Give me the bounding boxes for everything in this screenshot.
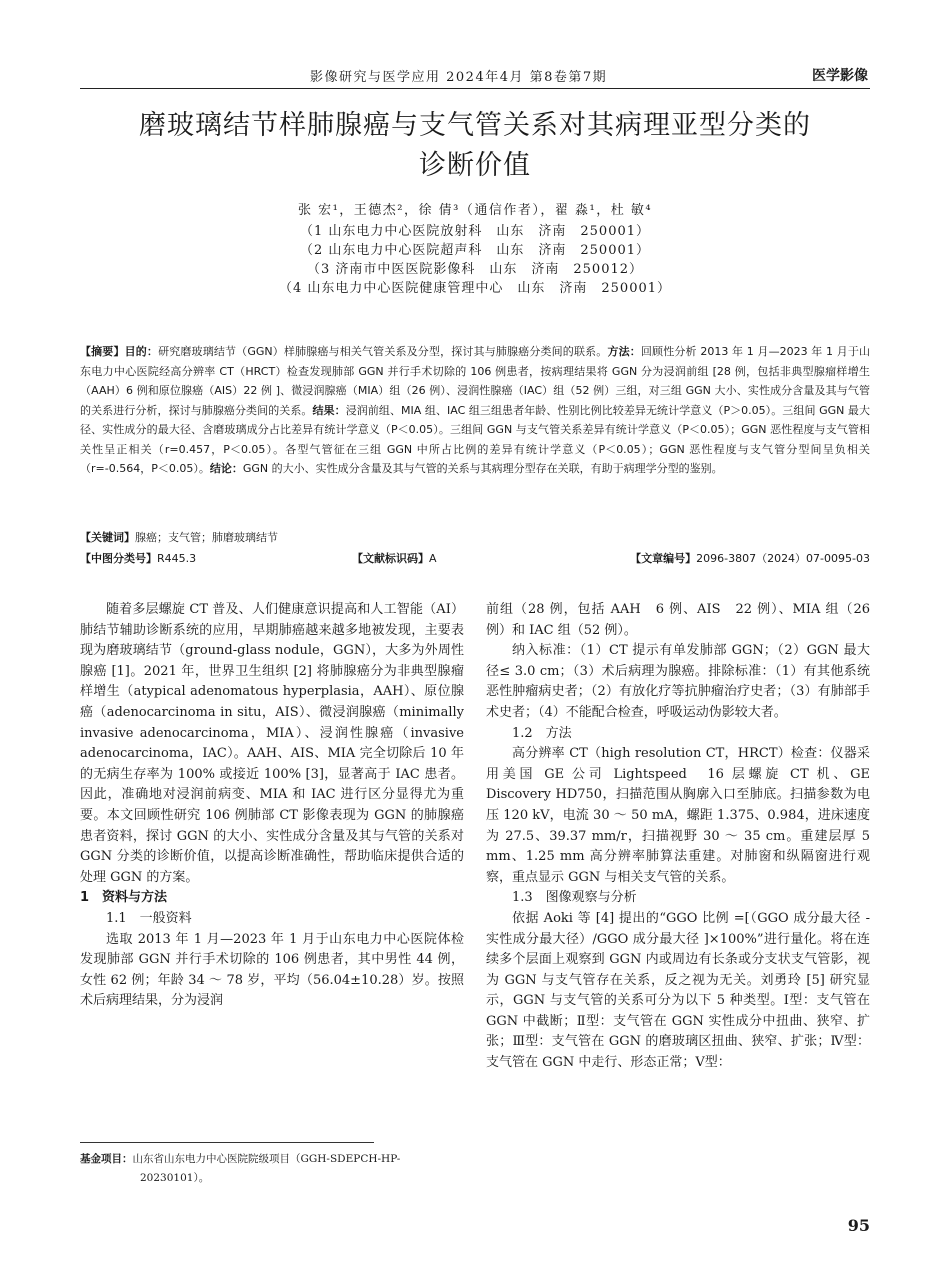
results-label: 结果：: [312, 403, 346, 417]
running-header: [80, 66, 870, 86]
subsection-heading-1-3: 1.3 图像观察与分析: [512, 890, 637, 906]
page-number: 95: [847, 1216, 870, 1235]
keywords: [80, 529, 870, 545]
clc-code: [80, 550, 196, 566]
keywords-text: 腺癌；支气管；肺磨玻璃结节: [135, 531, 278, 544]
analysis-paragraph: 依据 Aoki 等 [4] 提出的“GGO 比例 =[（GGO 成分最大径 - 实性成分最大径）/GGO 成分最大径 ]×100%”进行量化。将在连续多个层面上观察到 GGN 内或周边有长条或分支状支气管影，视为 GGN 与支气管存在关系，反之视为无关。刘勇玲 [5] 研究显示，GGN 与支气管的关系可分为以下 5 种类型。Ⅰ型：支气管在 GGN 中截断；Ⅱ型：支气管在 GGN 实性成分中扭曲、狭窄、扩张；Ⅲ型：支气管在 GGN 的磨玻璃区扭曲、狭窄、扩张；Ⅳ型：支气管在 GGN 中走行、形态正常；Ⅴ型：: [486, 910, 870, 1071]
affiliation-2: （2 山东电力中心医院超声科 山东 济南 250001）: [299, 243, 651, 258]
section-label: 医学影像: [812, 68, 868, 84]
body-column-right: [486, 600, 870, 1074]
methods-paragraph: 高分辨率 CT（high resolution CT，HRCT）检查：仪器采用美国 GE 公司 Lightspeed 16 层螺旋 CT 机、GE Discovery HD750，扫描范围从胸廓入口至肺底。扫描参数为电压 120 kV，电流 30 ～ 50 mA，螺距 1.375、0.984，进床速度为 27.5、39.37 mm/r，扫描视野 30 ～ 35 cm。重建层厚 5 mm、1.25 mm 高分辨率肺算法重建。对肺窗和纵隔窗进行观察，重点显示 GGN 与相关支气管的关系。: [486, 746, 870, 885]
article-value: 2096-3807（2024）07-0095-03: [696, 552, 870, 565]
objective-label: 目的：: [124, 345, 159, 358]
doc-label: 【文献标识码】: [352, 552, 429, 565]
funding-line-2: 20230101）。: [140, 1172, 210, 1184]
journal-info: 影像研究与医学应用 2024年4月 第8卷第7期: [310, 70, 608, 85]
conclusion-text: GGN 的大小、实性成分含量及其与气管的关系与其病理分型存在关联，有助于病理学分型的鉴别。: [242, 462, 723, 475]
methods-label: 方法：: [607, 345, 641, 358]
section-heading-1: 1 资料与方法: [80, 890, 168, 906]
conclusion-label: 结论：: [209, 462, 243, 475]
funding-line-1: 山东省山东电力中心医院院级项目（GGH-SDEPCH-HP-: [132, 1153, 401, 1165]
doc-code: [352, 550, 437, 566]
methods-text: 回顾性分析 2013 年 1 月—2023 年 1 月于山东电力中心医院经高分辨率 CT（HRCT）检查发现肺部 GGN 并行手术切除的 106 例患者，按病理结果将 GGN 分为浸润前组 [28 例，包括非典型腺瘤样增生（AAH）6 例和原位腺癌（AIS）22 例 ]、微浸润腺癌（MIA）组（26 例）、浸润性腺癌（IAC）组（52 例）三组，对三组 GGN 大小、实性成分含量及其与气管的关系进行分析，探讨与肺腺癌分类间的关系。: [80, 345, 871, 417]
general-data-paragraph: 选取 2013 年 1 月—2023 年 1 月于山东电力中心医院体检发现肺部 GGN 并行手术切除的 106 例患者，其中男性 44 例，女性 62 例；年龄 34 ～ 78 岁，平均（56.04±10.28）岁。按照术后病理结果，分为浸润: [80, 931, 464, 1009]
funding-label: 基金项目：: [80, 1153, 133, 1165]
subsection-heading-1-2: 1.2 方法: [512, 725, 572, 741]
objective-text: 研究磨玻璃结节（GGN）样肺腺癌与相关气管关系及分型，探讨其与肺腺癌分类间的联系。: [158, 345, 608, 358]
groups-paragraph: 前组（28 例，包括 AAH 6 例、AIS 22 例）、MIA 组（26 例）和 IAC 组（52 例）。: [486, 602, 870, 638]
affiliations: [80, 222, 870, 298]
article-label: 【文章编号】: [630, 552, 697, 565]
body-column-left: [80, 600, 464, 1012]
intro-paragraph: 随着多层螺旋 CT 普及、人们健康意识提高和人工智能（AI）肺结节辅助诊断系统的应用，早期肺癌越来越多地被发现，主要表现为磨玻璃结节（ground-glass nodule，GGN），大多为外周性腺癌 [1]。2021 年，世界卫生组织 [2] 将肺腺癌分为非典型腺瘤样增生（atypical adenomatous hyperplasia，AAH）、原位腺癌（adenocarcinoma in situ，AIS）、微浸润腺癌（minimally invasive adenocarcinoma，MIA）、浸润性腺癌（invasive adenocarcinoma，IAC）。AAH、AIS、MIA 完全切除后 10 年的无病生存率为 100% 或接近 100% [3]，显著高于 IAC 患者。因此，准确地对浸润前病变、MIA 和 IAC 进行区分显得尤为重要。本文回顾性研究 106 例肺部 CT 影像表现为 GGN 的肺腺癌患者资料，探讨 GGN 的大小、实性成分含量及其与气管的关系对 GGN 分类的诊断价值，以提高诊断准确性，帮助临床提供合适的处理 GGN 的方案。: [80, 602, 464, 885]
subsection-heading-1-1: 1.1 一般资料: [106, 910, 192, 926]
abstract-label: 【摘要】: [80, 345, 125, 358]
article-title: [80, 106, 870, 186]
affiliation-3: （3 济南市中医医院影像科 山东 济南 250012）: [306, 262, 644, 277]
keywords-label: 【关键词】: [80, 531, 135, 544]
affiliation-4: （4 山东电力中心医院健康管理中心 山东 济南 250001）: [278, 281, 672, 296]
affiliation-1: （1 山东电力中心医院放射科 山东 济南 250001）: [299, 224, 651, 239]
criteria-paragraph: 纳入标准：（1）CT 提示有单发肺部 GGN；（2）GGN 最大径≤ 3.0 cm；（3）术后病理为腺癌。排除标准：（1）有其他系统恶性肿瘤病史者；（2）有放化疗等抗肿瘤治疗史者；（3）有肺部手术史者；（4）不能配合检查，呼吸运动伪影较大者。: [486, 643, 870, 720]
results-text: 浸润前组、MIA 组、IAC 组三组患者年龄、性别比例比较差异无统计学意义（P＞0.05）。三组间 GGN 最大径、实性成分的最大径、含磨玻璃成分占比差异有统计学意义（P＜0.05）。三组间 GGN 与支气管关系差异有统计学意义（P＜0.05）；GGN 恶性程度与支气管相关性呈正相关（r=0.457，P＜0.05）。各型气管征在三组 GGN 中所占比例的差异有统计学意义（P＜0.05）；GGN 恶性程度与支气管分型间呈负相关（r=-0.564，P＜0.05）。: [80, 403, 871, 475]
doc-value: A: [429, 552, 437, 565]
clc-label: 【中图分类号】: [80, 552, 157, 565]
funding-footnote: [80, 1150, 464, 1188]
title-line-2: 诊断价值: [419, 150, 531, 181]
header-rule: [80, 88, 870, 89]
footnote-rule: [80, 1142, 374, 1143]
article-number: [630, 550, 870, 566]
clc-value: R445.3: [157, 552, 197, 565]
abstract: [80, 342, 870, 479]
title-line-1: 磨玻璃结节样肺腺癌与支气管关系对其病理亚型分类的: [139, 110, 811, 141]
authors: 张 宏¹，王德杰²，徐 倩³（通信作者），翟 淼¹，杜 敏⁴: [297, 203, 653, 218]
classification-line: [80, 550, 870, 568]
